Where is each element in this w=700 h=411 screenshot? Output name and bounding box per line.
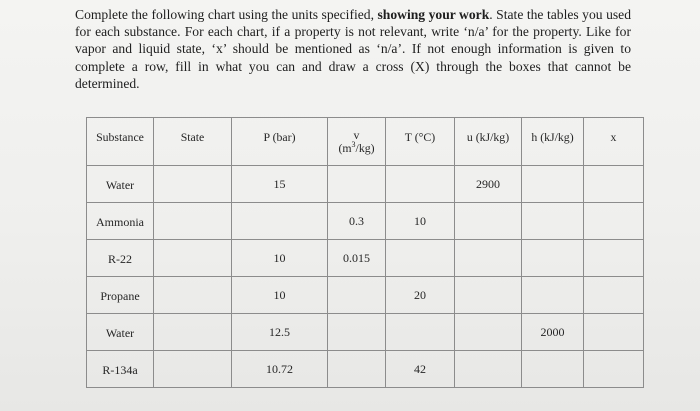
instructions-text-2: . State the tables you used for each substance. For each chart, if a property is not relevant, write ‘n/a’ for the property. Like for vapor and liquid state, ‘x’ should be mentioned as ‘n/a’. If not enough information is given to complete a row, fill in what you can and draw a cross (X) through the boxes that cannot be determined. <box>75 7 631 91</box>
cell-temperature[interactable] <box>386 240 455 277</box>
cell-internal-energy[interactable] <box>455 314 522 351</box>
cell-pressure[interactable]: 15 <box>232 166 328 203</box>
header-specific-volume <box>328 118 386 166</box>
cell-state[interactable] <box>154 351 232 388</box>
table-row <box>87 240 644 277</box>
cell-pressure[interactable] <box>232 203 328 240</box>
cell-temperature[interactable]: 10 <box>386 203 455 240</box>
cell-internal-energy[interactable] <box>455 351 522 388</box>
cell-state[interactable] <box>154 314 232 351</box>
cell-pressure[interactable]: 12.5 <box>232 314 328 351</box>
header-enthalpy: h (kJ/kg) <box>522 118 584 166</box>
cell-internal-energy[interactable] <box>455 240 522 277</box>
cell-quality[interactable] <box>584 351 644 388</box>
cell-internal-energy[interactable] <box>455 277 522 314</box>
cell-state[interactable] <box>154 166 232 203</box>
cell-temperature[interactable]: 20 <box>386 277 455 314</box>
header-pressure: P (bar) <box>232 118 328 166</box>
header-volume-unit: $(m^3/kg)$ <box>338 139 375 155</box>
cell-volume[interactable] <box>328 166 386 203</box>
cell-enthalpy[interactable] <box>522 351 584 388</box>
cell-substance: Water <box>87 166 154 203</box>
cell-enthalpy[interactable] <box>522 277 584 314</box>
cell-temperature[interactable] <box>386 314 455 351</box>
cell-substance: Water <box>87 314 154 351</box>
cell-enthalpy[interactable] <box>522 203 584 240</box>
instructions-bold-text: showing your work <box>377 7 490 22</box>
header-internal-energy: u (kJ/kg) <box>455 118 522 166</box>
cell-enthalpy[interactable] <box>522 240 584 277</box>
instructions-text-1: Complete the following chart using the units specified, <box>75 7 378 22</box>
cell-enthalpy[interactable] <box>522 166 584 203</box>
cell-quality[interactable] <box>584 166 644 203</box>
header-state: State <box>154 118 232 166</box>
cell-pressure[interactable]: 10.72 <box>232 351 328 388</box>
cell-substance: Propane <box>87 277 154 314</box>
cell-internal-energy[interactable] <box>455 203 522 240</box>
cell-pressure[interactable]: 10 <box>232 277 328 314</box>
table-row <box>87 314 644 351</box>
cell-quality[interactable] <box>584 314 644 351</box>
cell-quality[interactable] <box>584 203 644 240</box>
header-quality: x <box>584 118 644 166</box>
cell-volume[interactable] <box>328 351 386 388</box>
cell-state[interactable] <box>154 240 232 277</box>
cell-state[interactable] <box>154 203 232 240</box>
cell-substance: R-134a <box>87 351 154 388</box>
table-row <box>87 351 644 388</box>
cell-volume[interactable]: 0.3 <box>328 203 386 240</box>
cell-pressure[interactable]: 10 <box>232 240 328 277</box>
cell-substance: R-22 <box>87 240 154 277</box>
property-table <box>86 117 644 388</box>
cell-state[interactable] <box>154 277 232 314</box>
cell-volume[interactable] <box>328 277 386 314</box>
cell-internal-energy[interactable]: 2900 <box>455 166 522 203</box>
cell-quality[interactable] <box>584 277 644 314</box>
table-row <box>87 203 644 240</box>
cell-temperature[interactable]: 42 <box>386 351 455 388</box>
cell-volume[interactable] <box>328 314 386 351</box>
header-temperature: T (°C) <box>386 118 455 166</box>
header-volume-symbol: v <box>353 127 360 142</box>
table-header-row <box>87 118 644 166</box>
cell-volume[interactable]: 0.015 <box>328 240 386 277</box>
cell-substance: Ammonia <box>87 203 154 240</box>
header-substance: Substance <box>87 118 154 166</box>
table-row <box>87 166 644 203</box>
cell-quality[interactable] <box>584 240 644 277</box>
instructions-paragraph <box>75 6 631 92</box>
table-row <box>87 277 644 314</box>
cell-enthalpy[interactable]: 2000 <box>522 314 584 351</box>
cell-temperature[interactable] <box>386 166 455 203</box>
